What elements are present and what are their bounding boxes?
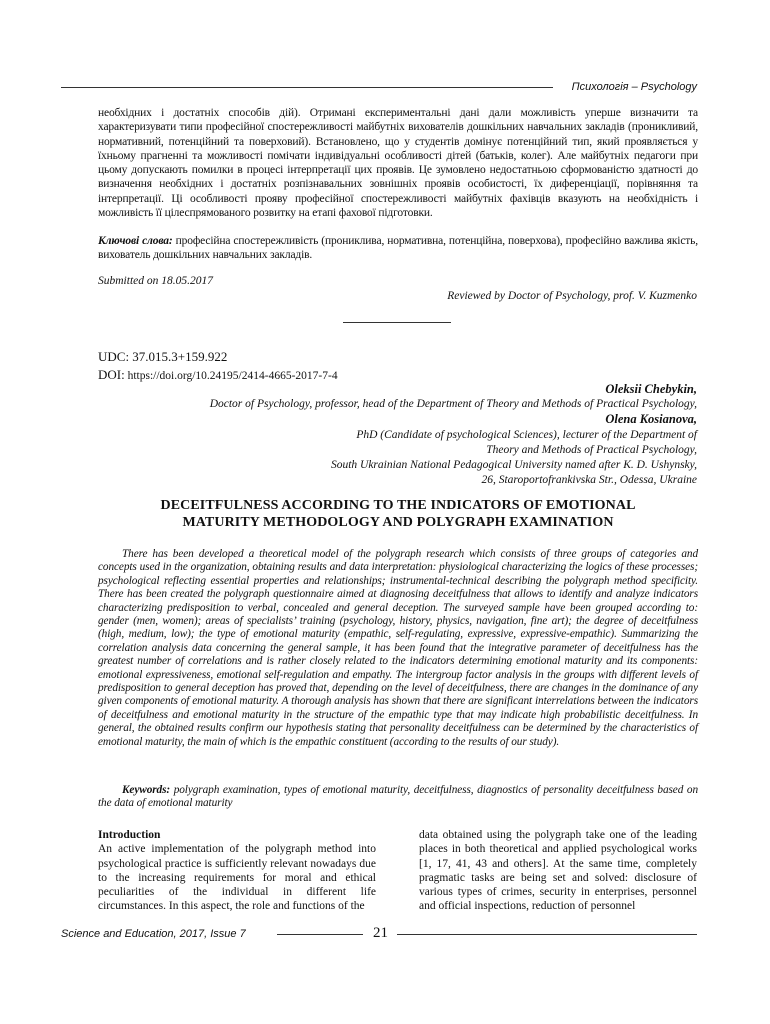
abstract-keywords: [98, 784, 698, 811]
author-name-2: Olena Kosianova,: [605, 412, 697, 427]
header-rule: [61, 87, 553, 88]
footer-rule-left: [277, 934, 363, 935]
author-affiliation-2d: 26, Staroportofrankivska Str., Odessa, Ukraine: [481, 474, 697, 487]
running-footer: [61, 926, 697, 942]
footer-journal: Science and Education, 2017, Issue 7: [61, 928, 246, 940]
header-section-label: Психологія – Psychology: [571, 81, 697, 93]
article-title-line-1: DECEITFULNESS ACCORDING TO THE INDICATORS OF EMOTIONAL: [160, 498, 636, 513]
footer-rule-right: [397, 934, 697, 935]
author-name-1: Oleksii Chebykin,: [605, 382, 697, 396]
doi-link[interactable]: https://doi.org/10.24195/2414-4665-2017-7-4: [124, 370, 338, 382]
body-column-left: [98, 828, 376, 914]
page-number: 21: [373, 925, 388, 941]
keywords-text: polygraph examination, types of emotional maturity, deceitfulness, diagnostics of personality deceitfulness based on the data of emotional maturity: [98, 784, 698, 810]
ukrainian-keywords-text: професійна спостережливість (проникливa, нормативна, потенційна, поверхова), професійно важлива якість, вихователь дошкільних навчальних закладів.: [98, 235, 698, 262]
section-heading-introduction: Introduction: [98, 829, 161, 841]
article-title-line-2: MATURITY METHODOLOGY AND POLYGRAPH EXAMINATION: [182, 515, 614, 530]
body-column-right: [419, 828, 697, 914]
intro-paragraph: An active implementation of the polygraph method into psychological practice is sufficiently relevant nowadays due to the increasing requirements for moral and ethical peculiarities of the individual in different life circumstances. In this aspect, the role and functions of the: [98, 843, 376, 913]
author-affiliation-2a: PhD (Candidate of psychological Sciences), lecturer of the Department of: [356, 428, 697, 441]
section-separator: [343, 322, 451, 323]
ukrainian-keywords-label: Ключові слова:: [98, 235, 173, 247]
doi-label: DOI:: [98, 367, 125, 382]
author-affiliation-2b: Theory and Methods of Practical Psychology,: [486, 443, 697, 456]
udc-code: UDC: 37.015.3+159.922: [98, 349, 228, 364]
article-title: [98, 497, 698, 531]
author-affiliation-1: Doctor of Psychology, professor, head of the Department of Theory and Methods of Practical Psychology,: [209, 398, 697, 411]
author-affiliation-2c: South Ukrainian National Pedagogical University named after K. D. Ushynsky,: [330, 459, 697, 472]
intro-paragraph-continued: data obtained using the polygraph take one of the leading places in both theoretical and applied psychological works [1, 17, 41, 43 and others]. At the same time, completely pragmatic tasks are being set and solved: disclosure of various types of crimes, security in enterprises, personnel and official inspections, reduction of personnel: [419, 829, 697, 913]
keywords-label: Keywords:: [122, 784, 171, 796]
running-header: [61, 80, 697, 94]
ukrainian-keywords: [98, 234, 698, 263]
ukrainian-abstract-text: необхідних і достатніх способів дій). Отримані експериментальні дані дали можливість уперше визначити та характеризувати типи професійної спостережливості майбутніх вихователів дошкільних навчальних закладів (проникливий, нормативний, потенційний та поверховий). Встановлено, що у студентів домінує потенційний тип, який проявляється у їхньому прагненні та можливості помічати індивідуальні особливості дітей (батьків, колег). Але майбутніх педагоги при цьому допускають помилки в процесі інтерпретації цих проявів. Це зумовлено недостатньою сформованістю здатності до визначення необхідних і достатніх розпізнавальних зовнішніх проявів особистості, їх диференціації, порівняння та інтерпретації. Ці особливості прояву професійної спостережливості майбутніх фахівців вказують на необхідність і можливість її цілеспрямованого розвитку на етапі фахової підготовки.: [98, 107, 698, 220]
abstract-text: There has been developed a theoretical model of the polygraph research which consists of three groups of categories and concepts used in the organization, obtaining results and data interpretation: physiological characterizing the logics of these processes; psychological reflecting essential properties and relationships; instrumental-technical describing the polygraph method specificity. There has been created the polygraph questionnaire aimed at diagnosing deceitfulness that allows to identify and analyze indicators characterizing predisposition to verbal, concealed and general deception. The surveyed sample have been grouped according to: gender (men, women); areas of specialists’ training (psychology, history, physics, navigation, fine art); the degree of deceitfulness (high, medium, low); the type of emotional maturity (empathic, self-regulating, expressive, expressive-empathic). Summarizing the correlation analysis data concerning the general sample, it has been found that the integrative parameter of deceitfulness has the greatest number of correlations and is rather closely related to the indicators determining emotional maturity and its components: emotional expressiveness, emotional self-regulation and empathy. The intergroup factor analysis in the groups with different levels of predisposition to general deception has proved that, depending on the level of deceitfulness, there are changes in the dominance of any given components of emotional maturity. A thorough analysis has shown that there are significant interrelations between the indicators of deceitfulness and emotional maturity in the structure of the empathic type that may indicate high probabilistic deceitfulness. In general, the obtained results confirm our hypothesis stating that personality deceitfulness can be determined by the characteristics of emotional maturity, the main of which is the empathic constituent (according to the results of our study).: [98, 548, 698, 748]
author-block: [97, 382, 697, 488]
submitted-date: Submitted on 18.05.2017: [98, 275, 213, 287]
reviewed-by: Reviewed by Doctor of Psychology, prof. V. Kuzmenko: [447, 290, 697, 302]
